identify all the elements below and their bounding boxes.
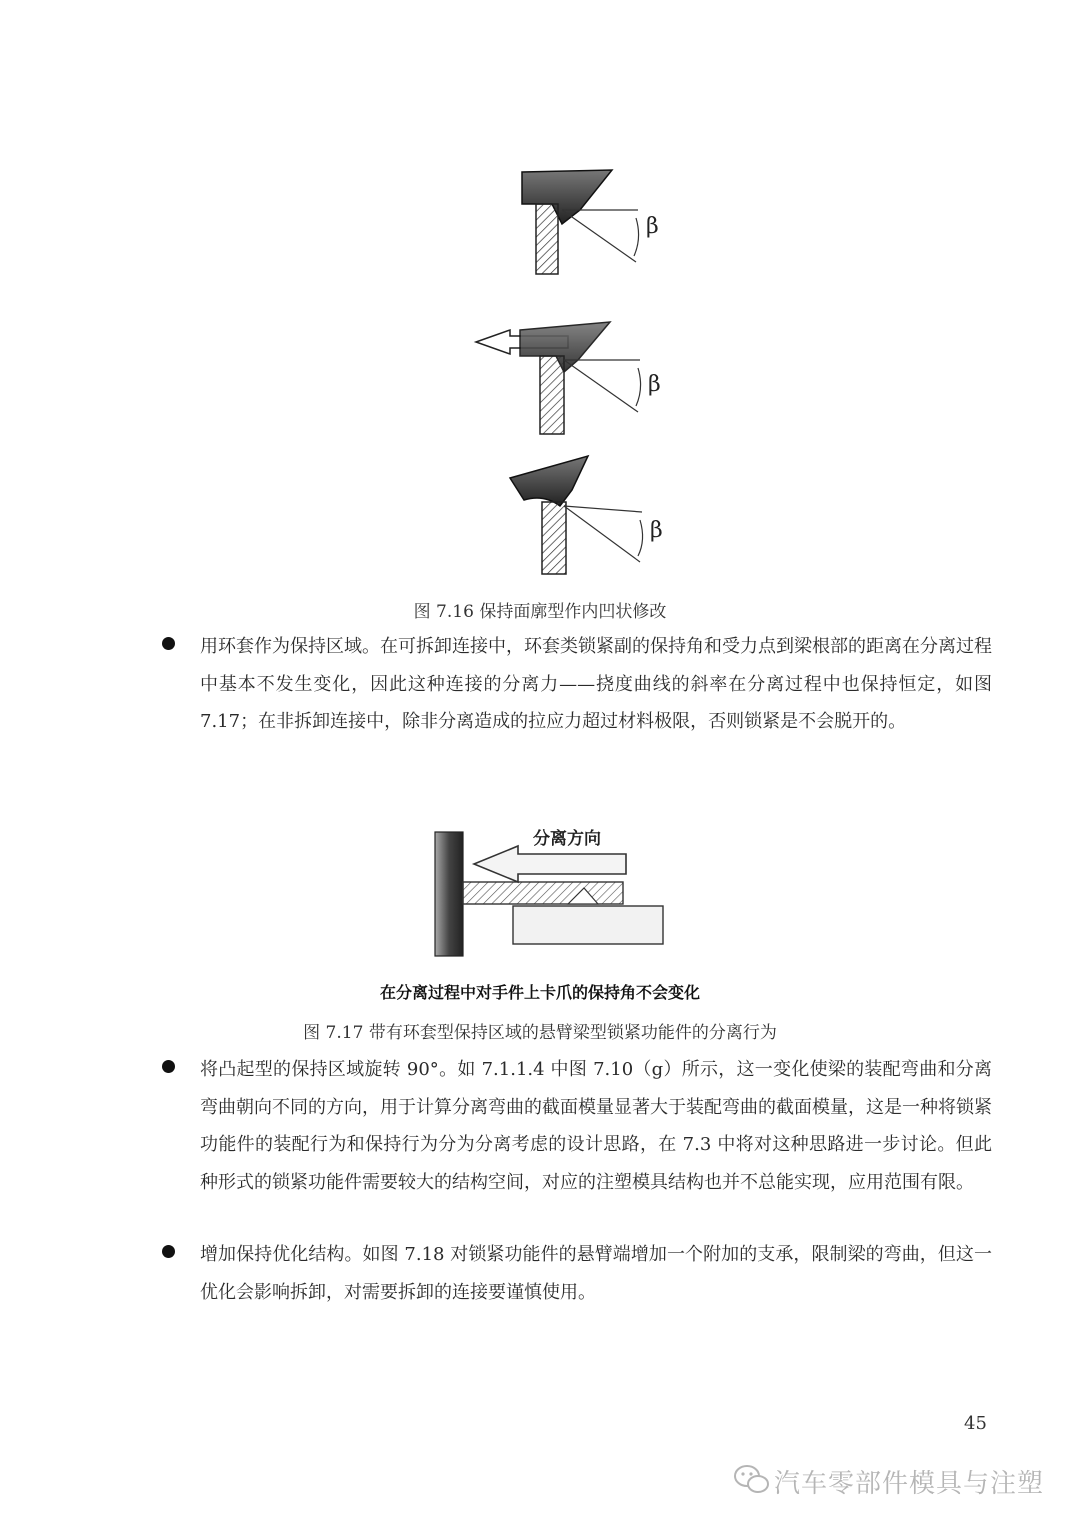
bullet-text: 增加保持优化结构。如图 7.18 对锁紧功能件的悬臂端增加一个附加的支承，限制梁的弯曲，但这一优化会影响拆卸，对需要拆卸的连接要谨慎使用。 bbox=[200, 1244, 992, 1303]
separation-direction-label: 分离方向 bbox=[533, 829, 601, 849]
bullet-text: 将凸起型的保持区域旋转 90°。如 7.1.1.4 中图 7.10（g）所示，这一变化使梁的装配弯曲和分离弯曲朝向不同的方向，用于计算分离弯曲的截面模量显著大于装配弯曲的截面模量，这是一种将锁紧功能件的装配行为和保持行为分为分离考虑的设计思路，在 7.3 中将对这种思路进一步讨论。但此种形式的锁紧功能件需要较大的结构空间，对应的注塑模具结构也并不总能实现，应用范围有限。 bbox=[200, 1059, 992, 1193]
figure-7-16-drawing bbox=[460, 160, 700, 580]
page-number: 45 bbox=[964, 1413, 987, 1434]
figure-7-16 bbox=[460, 160, 700, 580]
wechat-icon bbox=[732, 1462, 772, 1498]
figure-7-17-caption: 图 7.17 带有环套型保持区域的悬臂梁型锁紧功能件的分离行为 bbox=[303, 1023, 777, 1043]
sketch-2 bbox=[476, 322, 641, 434]
figure-7-17 bbox=[400, 800, 730, 1005]
bullet-text: 用环套作为保持区域。在可拆卸连接中，环套类锁紧副的保持角和受力点到梁根部的距离在分离过程中基本不发生变化，因此这种连接的分离力——挠度曲线的斜率在分离过程中也保持恒定，如图 7.17；在非拆卸连接中，除非分离造成的拉应力超过材料极限，否则锁紧是不会脱开的。 bbox=[200, 636, 992, 732]
sketch-3 bbox=[510, 456, 643, 574]
bullet-dot bbox=[162, 637, 175, 650]
bullet-item-3 bbox=[162, 1236, 992, 1311]
beta-label-1: β bbox=[646, 214, 659, 239]
bullet-item-2 bbox=[162, 1051, 992, 1201]
bullet-item-1 bbox=[162, 628, 992, 741]
figure-7-17-inner-caption: 在分离过程中对手件上卡爪的保持角不会变化 bbox=[379, 983, 700, 1002]
figure-7-16-caption: 图 7.16 保持面廓型作内凹状修改 bbox=[413, 602, 667, 622]
sketch-1 bbox=[522, 170, 639, 274]
bullet-dot bbox=[162, 1060, 175, 1073]
beta-label-3: β bbox=[650, 518, 663, 543]
beta-label-2: β bbox=[648, 372, 661, 397]
watermark bbox=[732, 1460, 1062, 1500]
watermark-text: 汽车零部件模具与注塑 bbox=[774, 1469, 1045, 1499]
bullet-dot bbox=[162, 1245, 175, 1258]
